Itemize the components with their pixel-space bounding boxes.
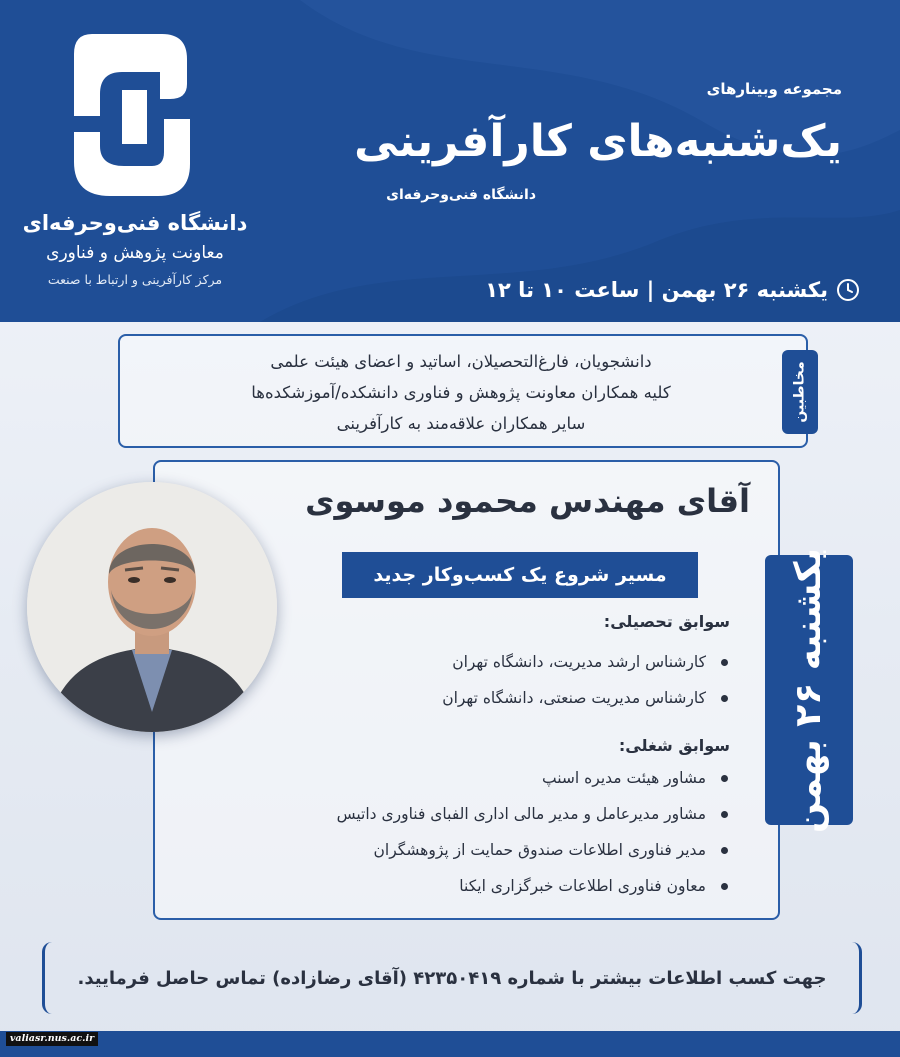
list-item: مشاور مدیرعامل و مدیر مالی اداری الفبای فناوری داتیس: [337, 796, 730, 832]
list-item: معاون فناوری اطلاعات خبرگزاری ایکنا: [337, 868, 730, 904]
header-banner: [0, 0, 900, 322]
audience-line: سایر همکاران علاقه‌مند به کارآفرینی: [336, 414, 586, 433]
contact-info: [42, 942, 862, 1014]
footer-bar: [0, 1031, 900, 1057]
audience-tag-label: مخاطبین: [791, 361, 808, 423]
university-center: مرکز کارآفرینی و ارتباط با صنعت: [47, 272, 223, 287]
series-university: دانشگاه فنی‌وحرفه‌ای: [386, 187, 536, 203]
list-item: کارشناس ارشد مدیریت، دانشگاه تهران: [442, 644, 730, 680]
list-item: کارشناس مدیریت صنعتی، دانشگاه تهران: [442, 680, 730, 716]
talk-topic: مسیر شروع یک کسب‌وکار جدید: [342, 552, 698, 598]
date-tag: [765, 547, 853, 833]
career-list: [337, 760, 730, 904]
speaker-name: آقای مهندس محمود موسوی: [305, 482, 750, 520]
audience-line: کلیه همکاران معاونت پژوهش و فناوری دانشکده/آموزشکده‌ها: [251, 383, 671, 402]
event-datetime-text: یکشنبه ۲۶ بهمن | ساعت ۱۰ تا ۱۲: [485, 278, 828, 302]
audience-tag: [782, 350, 818, 434]
audience-box: [118, 334, 808, 448]
career-title: سوابق شغلی:: [618, 736, 730, 755]
audience-line: دانشجویان، فارغ‌التحصیلان، اساتید و اعضای هیئت علمی: [270, 352, 652, 371]
event-datetime: [485, 278, 860, 302]
speaker-photo: [27, 482, 277, 732]
university-logo-block: [20, 18, 250, 288]
education-list: [442, 644, 730, 716]
series-title: یک‌شنبه‌های کارآفرینی: [354, 116, 842, 167]
speaker-portrait-icon: [27, 482, 277, 732]
list-item: مشاور هیئت مدیره اسنپ: [337, 760, 730, 796]
contact-text: جهت کسب اطلاعات بیشتر با شماره ۴۲۳۵۰۴۱۹ (آقای رضازاده) تماس حاصل فرمایید.: [77, 967, 827, 989]
list-item: مدیر فناوری اطلاعات صندوق حمایت از پژوهشگران: [337, 832, 730, 868]
footer-url: valiasr.nus.ac.ir: [6, 1032, 98, 1046]
series-subtitle: مجموعه وبینارهای: [706, 80, 842, 98]
education-title: سوابق تحصیلی:: [603, 612, 730, 631]
clock-icon: [836, 278, 860, 302]
university-deputy: معاونت پژوهش و فناوری: [46, 243, 224, 263]
date-tag-label: یکشنبه ۲۶ بهمن: [788, 547, 830, 833]
audience-lines: [176, 346, 746, 439]
university-logo-icon: [52, 24, 202, 204]
university-name: دانشگاه فنی‌وحرفه‌ای: [22, 211, 248, 235]
